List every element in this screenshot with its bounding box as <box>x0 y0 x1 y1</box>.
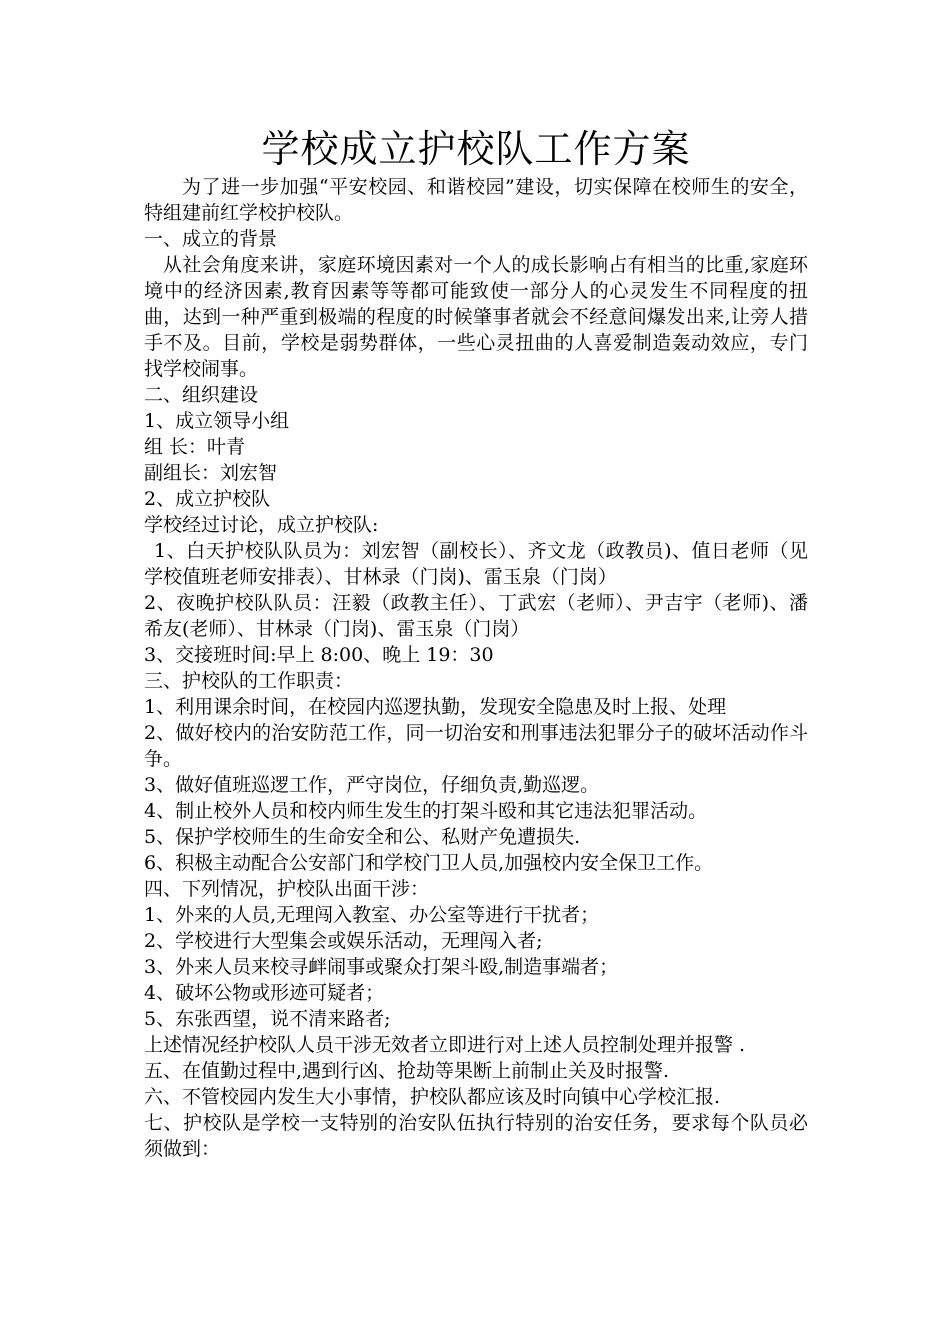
paragraph: 2、成立护校队 <box>144 488 271 510</box>
paragraph: 为了进一步加强“平安校园、和谐校园”建设，切实保障在校师生的安全，特组建前红学校护校队。 <box>144 176 808 224</box>
paragraph: 五、在值勤过程中,遇到行凶、抢劫等果断上前制止关及时报警. <box>144 1060 670 1082</box>
paragraph: 1、利用课余时间，在校园内巡逻执勤，发现安全隐患及时上报、处理 <box>144 696 727 718</box>
paragraph: 3、外来人员来校寻衅闹事或聚众打架斗殴,制造事端者； <box>144 956 619 978</box>
paragraph: 1、白天护校队队员为：刘宏智（副校长）、齐文龙（政教员)、值日老师（见学校值班老师安排表）、甘林录（门岗)、雷玉泉（门岗） <box>144 540 808 588</box>
paragraph: 4、破坏公物或形迹可疑者； <box>144 982 385 1004</box>
paragraph: 3、交接班时间:早上 8:00、晚上 19：30 <box>144 644 494 666</box>
paragraph: 3、做好值班巡逻工作，严守岗位，仔细负责,勤巡逻。 <box>144 774 600 796</box>
paragraph: 学校经过讨论，成立护校队: <box>144 514 379 536</box>
paragraph: 组 长：叶青 <box>144 436 246 458</box>
paragraph: 4、制止校外人员和校内师生发生的打架斗殴和其它违法犯罪活动。 <box>144 800 708 822</box>
paragraph: 四、下列情况，护校队出面干涉： <box>144 878 430 900</box>
document-body <box>144 174 808 1162</box>
paragraph: 从社会角度来讲，家庭环境因素对一个人的成长影响占有相当的比重,家庭环境中的经济因素,教育因素等等都可能致使一部分人的心灵发生不同程度的扭曲，达到一种严重到极端的程度的时候肇事者就会不经意间爆发出来,让旁人措手不及。目前，学校是弱势群体，一些心灵扭曲的人喜爱制造轰动效应，专门找学校闹事。 <box>144 254 808 380</box>
paragraph: 三、护校队的工作职责： <box>144 670 354 692</box>
paragraph: 6、积极主动配合公安部门和学校门卫人员,加强校内安全保卫工作。 <box>144 852 714 874</box>
paragraph: 副组长：刘宏智 <box>144 462 278 484</box>
paragraph: 5、保护学校师生的生命安全和公、私财产免遭损失. <box>144 826 581 848</box>
paragraph: 1、外来的人员,无理闯入教室、办公室等进行干扰者； <box>144 904 600 926</box>
paragraph: 1、成立领导小组 <box>144 410 290 432</box>
document-title: 学校成立护校队工作方案 <box>261 127 691 171</box>
paragraph: 一、成立的背景 <box>144 228 278 250</box>
paragraph: 5、东张西望，说不清来路者; <box>144 1008 391 1030</box>
paragraph: 二、组织建设 <box>144 384 259 406</box>
paragraph: 2、做好校内的治安防范工作，同一切治安和刑事违法犯罪分子的破坏活动作斗争。 <box>144 722 808 770</box>
paragraph: 六、不管校园内发生大小事情，护校队都应该及时向镇中心学校汇报. <box>144 1086 721 1108</box>
paragraph: 2、学校进行大型集会或娱乐活动，无理闯入者; <box>144 930 543 952</box>
paragraph: 2、夜晚护校队队员：汪毅（政教主任）、丁武宏（老师）、尹吉宇（老师)、潘希友(老师）、甘林录（门岗)、雷玉泉（门岗） <box>144 592 808 640</box>
paragraph: 上述情况经护校队人员干涉无效者立即进行对上述人员控制处理并报警 . <box>144 1034 746 1056</box>
paragraph: 七、护校队是学校一支特别的治安队伍执行特别的治安任务，要求每个队员必须做到： <box>144 1112 808 1160</box>
document-page <box>144 124 808 1162</box>
